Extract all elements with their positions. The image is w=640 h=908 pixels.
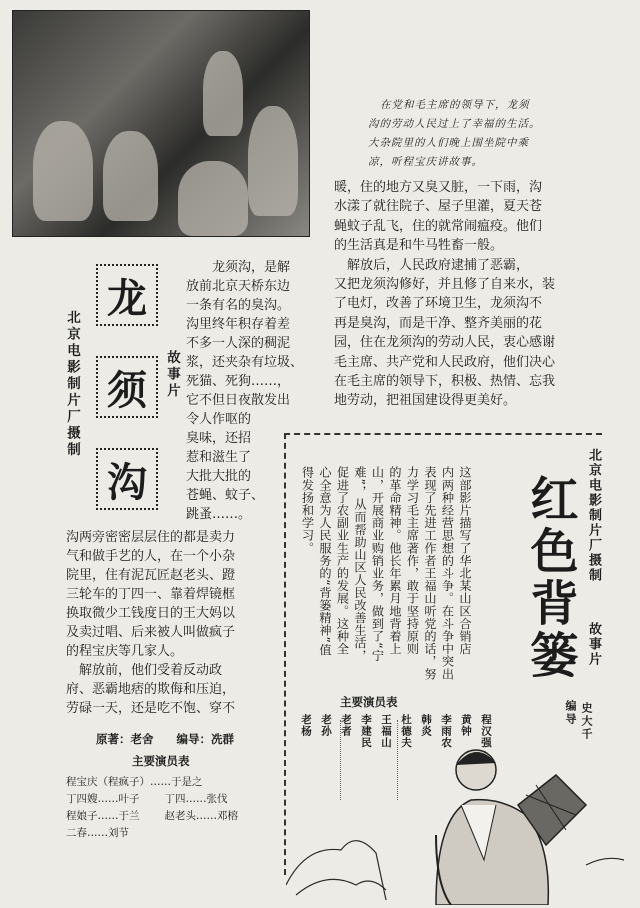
cast-role: 王福山 — [380, 714, 392, 749]
film2-director-name: 史大千 — [580, 702, 593, 741]
cast-role: 李建民 — [360, 714, 372, 749]
title-char-1: 龙 — [96, 264, 158, 326]
cast-row: 程娘子 …… 于兰 赵老头 …… 邓榕 — [66, 810, 238, 822]
cast-role: 老孙 — [320, 714, 332, 737]
porter-illustration — [286, 735, 626, 905]
film1-narrow-column: 龙须沟，是解 放前北京天桥东边 一条有名的臭沟。 沟里终年积存着差 不多一人深的稠泥 浆，还夹杂有垃圾、 死猫、死狗……， 它不但日夜散发出 令人作呕的 臭味，还招 惹和滋生了 大批大批的 苍蝇、蚊子、 跳蚤……。 — [186, 260, 304, 522]
photo-caption: 在党和毛主席的领导下，龙须 沟的劳动人民过上了幸福的生活。 大杂院里的人们晚上围坐院中乘 凉，听程宝庆讲故事。 — [368, 99, 541, 168]
film2-cast-title: 主要演员表 — [340, 695, 398, 709]
film2-studio: 北京电影制片厂摄制 — [586, 448, 601, 583]
film1-studio: 北京电影制片厂摄制 — [64, 310, 80, 459]
title-char-3: 沟 — [96, 448, 158, 510]
film1-credits: 原著：老舍 编导：冼群 — [96, 732, 234, 746]
cast-actor: 程汉强 — [480, 714, 492, 749]
cast-row: 程宝庆（程疯子） …… 于是之 — [66, 776, 203, 788]
title-char-2: 须 — [96, 356, 158, 418]
cast-actor: 黄钟 — [460, 714, 472, 737]
cast-row: 二春 …… 刘节 — [66, 827, 129, 839]
film2-genre: 故事片 — [586, 622, 601, 667]
film1-genre: 故事片 — [164, 350, 180, 400]
cast-actor: 韩炎 — [420, 714, 432, 737]
cast-row: 丁四嫂 …… 叶子 丁四 …… 张伐 — [66, 793, 228, 805]
cast-role: 老杨 — [300, 714, 312, 737]
film1-cast-table — [66, 774, 238, 842]
cast-actor: 杜德夫 — [400, 714, 412, 749]
cast-actor: 李雨农 — [440, 714, 452, 749]
film2-synopsis: 这部影片描写了华北某山区合销店 内两种经营思想的斗争。在斗争中突出 表现了先进工作者王福山听党的话，努 力学习毛主席著作，敢于坚持原则 的革命精神。他长年累月地背着上 山，开展商业购销业务，做到了“宁 难”，从而帮助山区人民改善生活， 促进了农副业生产的发展。这种全 心全意为人民服务的“背篓精神”值 得发扬和学习。 — [300, 466, 472, 681]
porter-figure — [436, 750, 586, 905]
film1-right-column: 暖，住的地方又臭又脏，一下雨，沟 水漾了就往院子、屋子里灌，夏天苍 蝇蚊子乱飞，住的就常闹瘟疫。他们 的生活真是和牛马牲畜一般。 解放后，人民政府逮捕了恶霸， 又把龙须沟修好，并且修了自来水，装 了电灯，改善了环境卫生，龙须沟不 再是臭沟，而是干净、整齐美丽的花 园，住在龙须沟的劳动人民，衷心感谢 毛主席、共产党和人民政府，他们决心 在毛主席的领导下，积极、热情、忘我 地劳动，把祖国建设得更美好。 — [334, 180, 556, 409]
cast-role: 老者 — [340, 714, 352, 737]
film1-wide-column: 沟两旁密密层层住的都是卖力 气和做手艺的人，在一个小杂 院里，住有泥瓦匠赵老头、蹬 三轮车的丁四一、靠着焊镜框 换取微少工钱度日的王大妈以 及卖过唱、后来被人叫做疯子 的程宝庆等几家人。 解放前，他们受着反动政 府、恶霸地痞的欺侮和压迫， 劳碌一天，还是吃不饱、穿不 — [66, 530, 236, 716]
film2-director-label: 编导 — [564, 700, 577, 726]
film-still-photo — [12, 10, 310, 237]
film1-cast-title: 主要演员表 — [132, 754, 190, 768]
film2-title: 红色背篓 — [522, 474, 578, 682]
